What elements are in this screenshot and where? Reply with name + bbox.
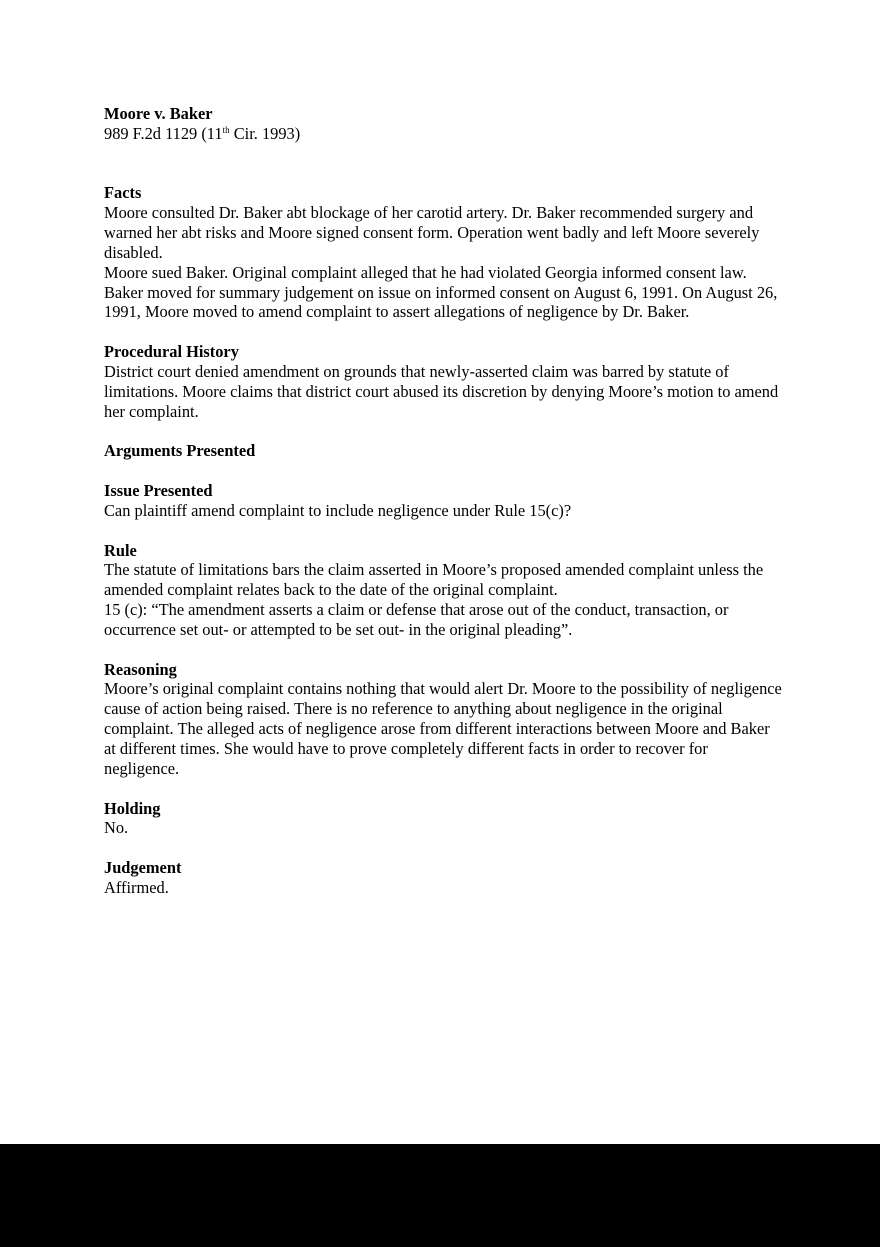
spacer <box>104 838 784 858</box>
spacer <box>104 422 784 442</box>
rule-paragraph-2: 15 (c): “The amendment asserts a claim or defense that arose out of the conduct, transaction, or occurrence set out- or attempted to be set out- in the original pleading”. <box>104 600 733 639</box>
procedural-history-paragraph-1: District court denied amendment on grounds that newly-asserted claim was barred by statute of limitations. Moore claims that district court abused its discretion by denying Moore’s motion to amend her complaint. <box>104 361 783 421</box>
spacer <box>104 521 784 541</box>
section-heading-reasoning: Reasoning <box>104 659 177 679</box>
spacer <box>104 144 784 184</box>
spacer <box>104 322 784 342</box>
case-citation <box>104 124 784 144</box>
citation-suffix: Cir. 1993) <box>229 123 301 143</box>
facts-paragraph-1: Moore consulted Dr. Baker abt blockage of her carotid artery. Dr. Baker recommended surgery and warned her abt risks and Moore signed consent form. Operation went badly and left Moore severely disabled. <box>104 203 764 262</box>
section-heading-rule: Rule <box>104 540 137 560</box>
case-title: Moore v. Baker <box>104 104 213 123</box>
section-rule <box>104 541 784 640</box>
section-issue-presented <box>104 481 784 521</box>
spacer <box>104 779 784 799</box>
section-facts <box>104 183 784 322</box>
section-heading-issue-presented: Issue Presented <box>104 481 213 501</box>
bottom-black-bar <box>0 1144 880 1247</box>
document-content <box>104 104 784 898</box>
section-heading-holding: Holding <box>104 798 161 818</box>
holding-paragraph-1: No. <box>104 818 129 838</box>
section-heading-procedural-history: Procedural History <box>104 342 239 362</box>
section-heading-arguments-presented: Arguments Presented <box>104 441 256 461</box>
judgement-paragraph-1: Affirmed. <box>104 877 169 897</box>
issue-presented-paragraph-1: Can plaintiff amend complaint to include negligence under Rule 15(c)? <box>104 500 572 520</box>
facts-paragraph-2: Moore sued Baker. Original complaint alleged that he had violated Georgia informed consent law. Baker moved for summary judgement on issue on informed consent on August 6, 1991. On August 26, 1991, Moore moved to amend complaint to assert allegations of negligence by Dr. Baker. <box>104 262 782 322</box>
citation-superscript: th <box>222 124 230 135</box>
section-holding <box>104 799 784 839</box>
rule-paragraph-1: The statute of limitations bars the claim asserted in Moore’s proposed amended complaint unless the amended complaint relates back to the date of the original complaint. <box>104 560 768 600</box>
reasoning-paragraph-1: Moore’s original complaint contains nothing that would alert Dr. Moore to the possibility of negligence cause of action being raised. There is no reference to anything about negligence in the original complaint. The alleged acts of negligence arose from different interactions between Moore and Baker at different times. She would have to prove completely different facts in order to recover for negligence. <box>104 679 786 778</box>
section-arguments-presented <box>104 441 784 461</box>
section-heading-facts: Facts <box>104 183 142 203</box>
citation-prefix: 989 F.2d 1129 (11 <box>104 123 223 143</box>
section-judgement <box>104 858 784 898</box>
spacer <box>104 640 784 660</box>
section-procedural-history <box>104 342 784 421</box>
section-reasoning <box>104 660 784 779</box>
spacer <box>104 461 784 481</box>
section-heading-judgement: Judgement <box>104 858 182 878</box>
